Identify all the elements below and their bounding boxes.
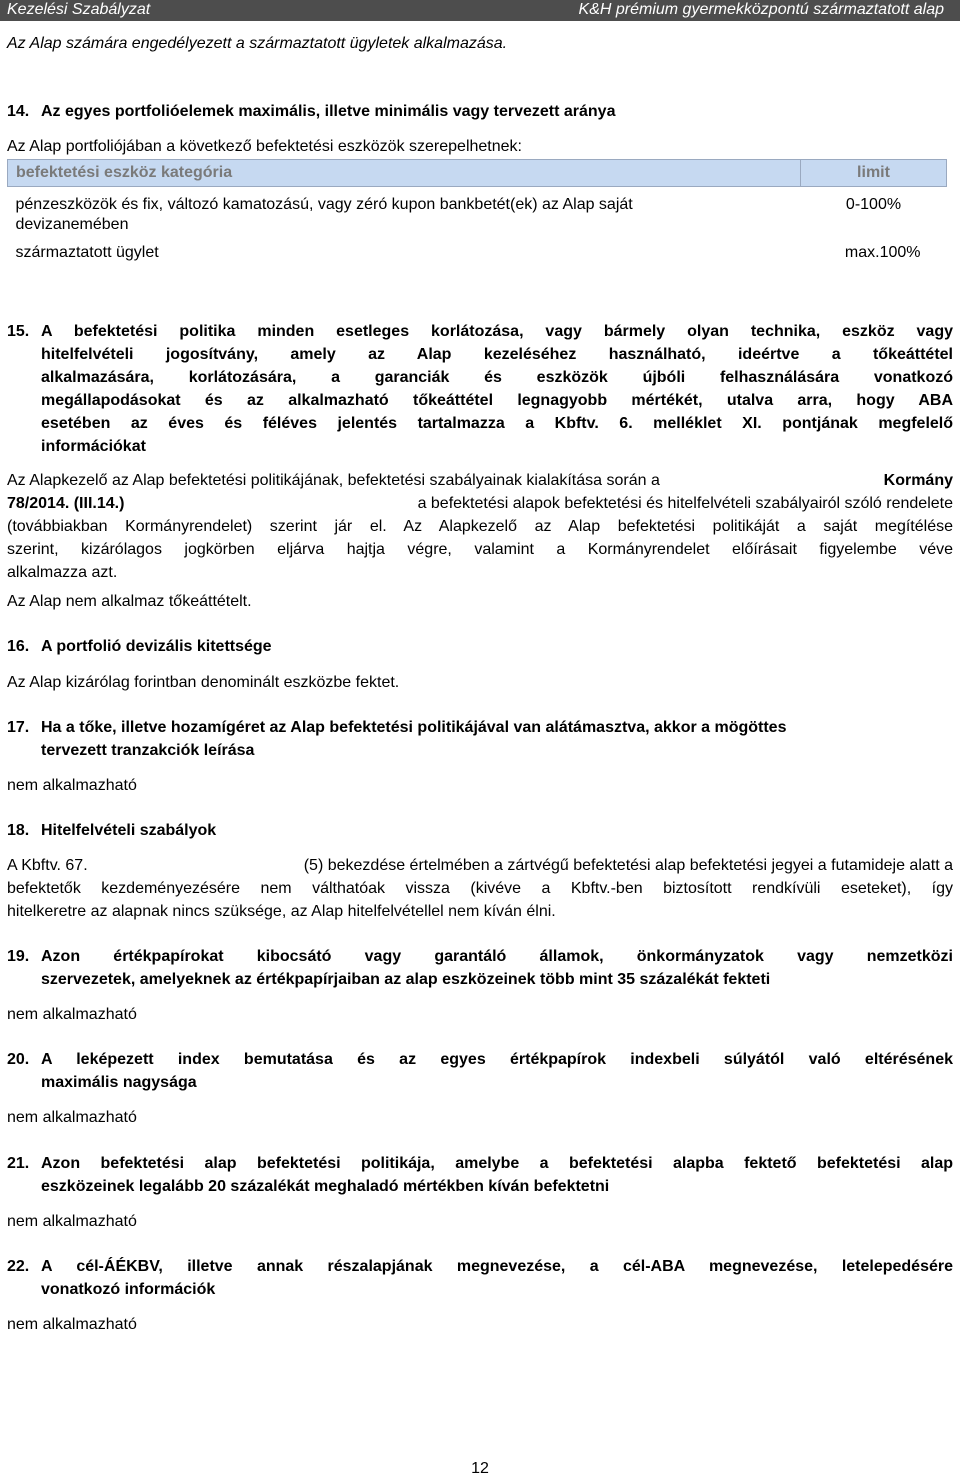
section-18-paragraph-line: befektetők kezdeményezésére nem válthatóak vissza (kivéve a Kbftv.-ben biztosított rendkívüli eseteket), így (7, 880, 953, 897)
section-15-title-line: hitelfelvételi jogosítvány, amely az Alap kezeléséhez használható, ideértve a tőkeáttétel (41, 346, 953, 363)
section-15-paragraph-line (7, 494, 953, 514)
section-19-body: nem alkalmazható (7, 1006, 137, 1023)
table-cell-limit: 0-100% (845, 196, 902, 213)
section-18-number: 18. (7, 822, 30, 839)
section-15-law-ref: 78/2014. (III.14.) (7, 495, 125, 512)
section-15-paragraph-line: szerint, kizárólagos jogkörben eljárva hajtja végre, valamint a Kormányrendelet előírásait figyelembe véve (7, 541, 953, 558)
section-15-law-ref: Kormány (883, 472, 953, 489)
section-22-number: 22. (7, 1258, 30, 1275)
table-row (8, 187, 947, 236)
section-15-text: a befektetési alapok befektetési és hitelfelvételi szabályairól szóló rendelete (417, 495, 953, 512)
section-15-title-line: megállapodásokat és az alkalmazható tőkeáttétel legnagyobb mértékét, utalva arra, hogy ABA (41, 392, 953, 409)
header-right-title: K&H prémium gyermekközpontú származtatott alap (578, 1, 944, 18)
section-22-title-line: A cél-ÁÉKBV, illetve annak részalapjának megnevezése, a cél-ABA megnevezése, letelepedésére (41, 1258, 953, 1275)
header-left-title: Kezelési Szabályzat (7, 1, 151, 18)
section-14-number: 14. (7, 103, 30, 120)
section-21-title-line: eszközeinek legalább 20 százalékát meghaladó mértékben kíván befektetni (41, 1178, 610, 1195)
section-18-title: Hitelfelvételi szabályok (41, 822, 217, 839)
table-cell-category-line: devizanemében (15, 216, 129, 233)
section-22-body: nem alkalmazható (7, 1316, 137, 1333)
table-cell-limit: max.100% (844, 244, 921, 261)
table-cell-category (8, 187, 801, 236)
section-21-title-line: Azon befektetési alap befektetési politikája, amelybe a befektetési alapba fektető befektetési alap (41, 1155, 953, 1172)
section-17-title-line: tervezett tranzakciók leírása (41, 742, 255, 759)
section-14-lead: Az Alap portfoliójában a következő befektetési eszközök szerepelhetnek: (7, 138, 522, 155)
section-19-title-line: szervezetek, amelyeknek az értékpapírjaiban az alap eszközeinek több mint 35 százalékát fekteti (41, 971, 771, 988)
section-17-number: 17. (7, 719, 30, 736)
section-17-body: nem alkalmazható (7, 777, 137, 794)
section-15-text: Az Alapkezelő az Alap befektetési politikájának, befektetési szabályainak kialakítása során a (7, 472, 660, 489)
section-22-title-line: vonatkozó információk (41, 1281, 216, 1298)
table-header-limit: limit (801, 160, 947, 187)
section-15-no-leverage: Az Alap nem alkalmaz tőkeáttételt. (7, 593, 252, 610)
table-cell-category: származtatott ügylet (15, 244, 159, 261)
page-number: 12 (471, 1460, 489, 1477)
intro-line: Az Alap számára engedélyezett a származtatott ügyletek alkalmazása. (7, 35, 508, 52)
section-15-title-line: esetében az éves és féléves jelentés tartalmazza a Kbftv. 6. melléklet XI. pontjának megfelelő (41, 415, 953, 432)
table-cell-category-line: pénzeszközök és fix, változó kamatozású, vagy zéró kupon bankbetét(ek) az Alap saját (15, 196, 633, 213)
section-19-title-line: Azon értékpapírokat kibocsátó vagy garantáló államok, önkormányzatok vagy nemzetközi (41, 948, 953, 965)
section-16-body: Az Alap kizárólag forintban denominált eszközbe fektet. (7, 674, 400, 691)
section-21-number: 21. (7, 1155, 30, 1172)
section-16-title: A portfolió devizális kitettsége (41, 638, 272, 655)
section-21-body: nem alkalmazható (7, 1213, 137, 1230)
section-14-title: Az egyes portfolióelemek maximális, illetve minimális vagy tervezett aránya (41, 103, 616, 120)
section-20-body: nem alkalmazható (7, 1109, 137, 1126)
section-15-title-line: A befektetési politika minden esetleges korlátozása, vagy bármely olyan technika, eszköz vagy (41, 323, 953, 340)
section-19-number: 19. (7, 948, 30, 965)
section-18-text: (5) bekezdése értelmében a zártvégű befektetési alap befektetési jegyei a futamideje alatt a (303, 857, 953, 874)
section-15-title-line: alkalmazására, korlátozására, a garanciák és eszközök újbóli felhasználására vonatkozó (41, 369, 953, 386)
table-header-row (8, 160, 947, 187)
portfolio-limits-table (7, 159, 947, 263)
section-20-title-line: A leképezett index bemutatása és az egyes értékpapírok indexbeli súlyától való eltérésének (41, 1051, 953, 1068)
section-17-title-line: Ha a tőke, illetve hozamígéret az Alap befektetési politikájával van alátámasztva, akkor a mögöttes (41, 719, 787, 736)
section-20-title-line: maximális nagysága (41, 1074, 197, 1091)
section-15-paragraph-line: alkalmazza azt. (7, 564, 118, 581)
section-18-text: A Kbftv. 67. (7, 857, 88, 874)
section-15-number: 15. (7, 323, 30, 340)
section-18-paragraph-line: hitelkeretre az alapnak nincs szüksége, az Alap hitelfelvétellel nem kíván élni. (7, 903, 556, 920)
section-15-title-line: információkat (41, 438, 146, 455)
section-15-paragraph-line: (továbbiakban Kormányrendelet) szerint jár el. Az Alapkezelő az Alap befektetési politikáját a saját megítélése (7, 518, 953, 535)
section-15-paragraph-line (7, 471, 953, 491)
section-16-number: 16. (7, 638, 30, 655)
section-18-paragraph-line (7, 856, 953, 876)
table-header-category: befektetési eszköz kategória (8, 160, 801, 187)
table-row (8, 235, 947, 263)
page-header (0, 0, 960, 21)
section-20-number: 20. (7, 1051, 30, 1068)
